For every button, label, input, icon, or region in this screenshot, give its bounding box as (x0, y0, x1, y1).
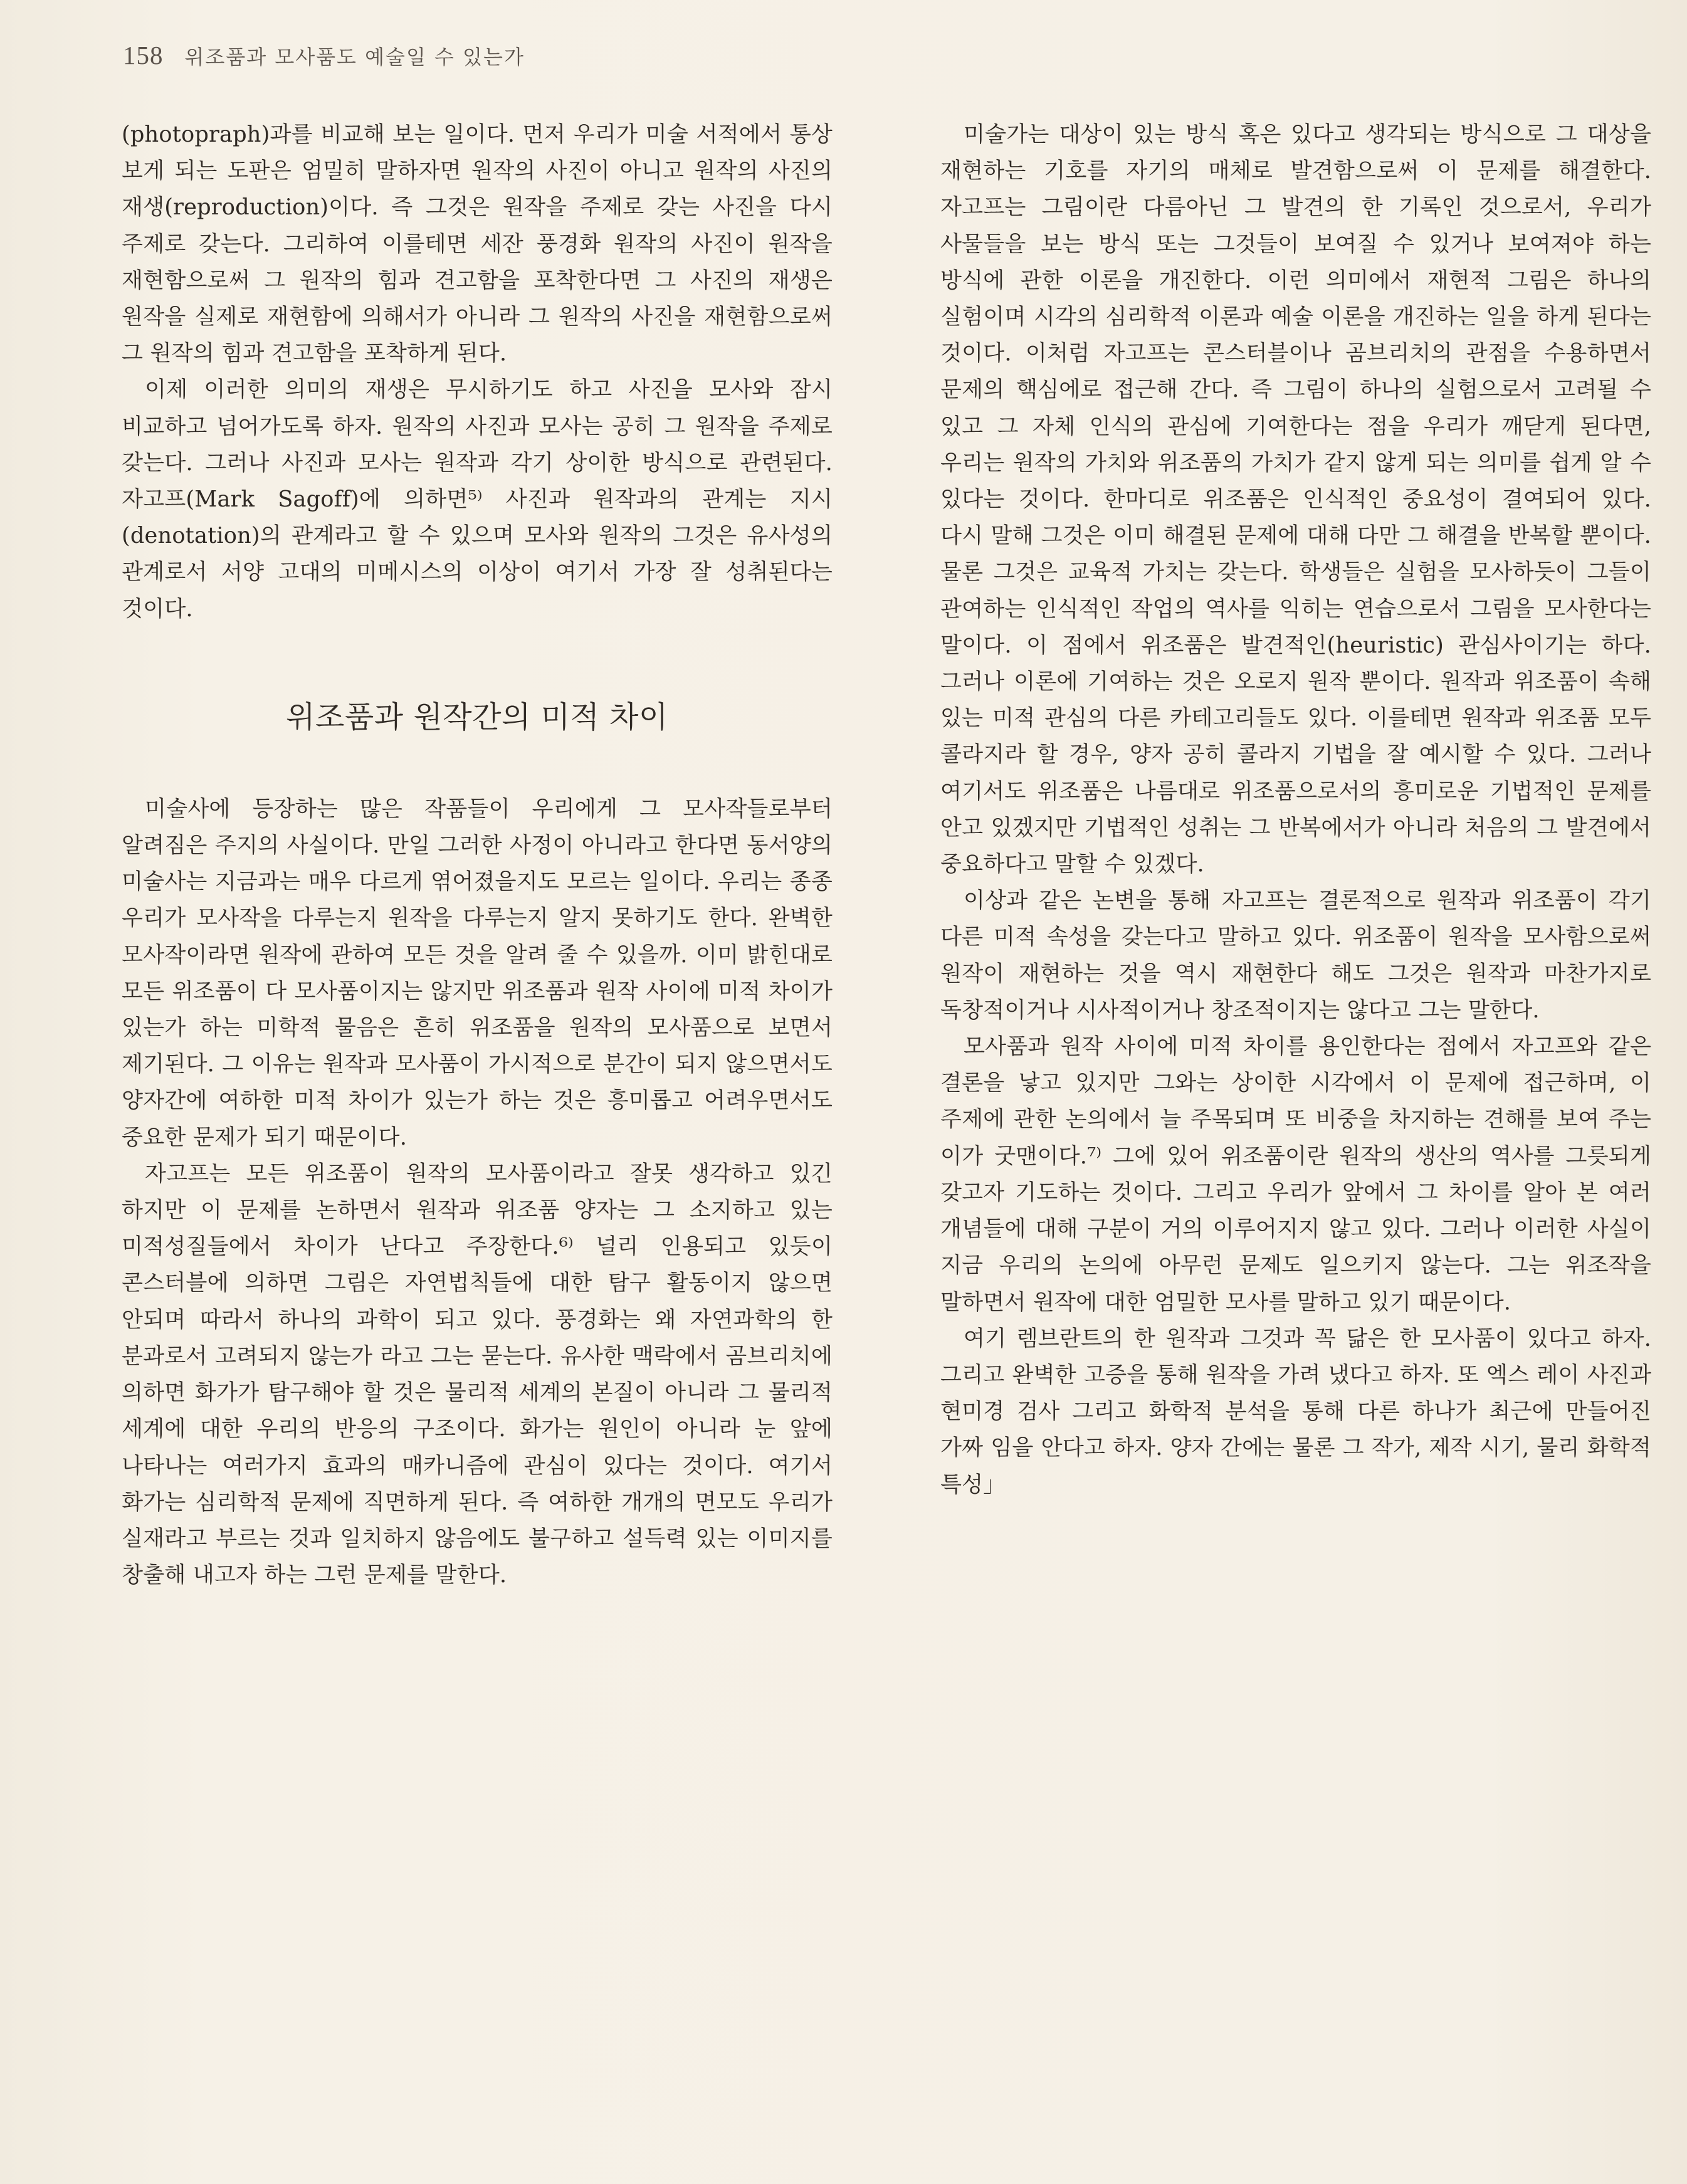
paragraph: 이상과 같은 논변을 통해 자고프는 결론적으로 원작과 위조품이 각기 다른 미적 속성을 갖는다고 말하고 있다. 위조품이 원작을 모사함으로써 원작이 재현하는 것을 역시 재현한다 해도 그것은 원작과 마찬가지로 독창적이거나 시사적이거나 창조적이지는 않다고 그는 말한다. (940, 888, 1651, 1023)
paragraph: (photopraph)과를 비교해 보는 일이다. 먼저 우리가 미술 서적에서 통상 보게 되는 도판은 엄밀히 말하자면 원작의 사진이 아니고 원작의 사진의 재생(reproduction)이다. 즉 그것은 원작을 주제로 갖는 사진을 다시 주제로 갖는다. 그리하여 이를테면 세잔 풍경화 원작의 사진이 원작을 재현함으로써 그 원작의 힘과 견고함을 포착한다면 그 사진의 재생은 원작을 실제로 재현함에 의해서가 아니라 그 원작의 사진을 재현함으로써 그 원작의 힘과 견고함을 포착하게 된다. (122, 122, 833, 367)
paragraph: 이제 이러한 의미의 재생은 무시하기도 하고 사진을 모사와 잠시 비교하고 넘어가도록 하자. 원작의 사진과 모사는 공히 그 원작을 주제로 갖는다. 그러나 사진과 모사는 원작과 각기 상이한 방식으로 관련된다. 자고프(Mark Sagoff)에 의하면⁵⁾ 사진과 원작과의 관계는 지시(denotation)의 관계라고 할 수 있으며 모사와 원작의 그것은 유사성의 관계로서 서양 고대의 미메시스의 이상이 여기서 가장 잘 성취된다는 것이다. (122, 377, 833, 622)
left-column (122, 117, 833, 1593)
page-number: 158 (123, 41, 164, 70)
running-title: 위조품과 모사품도 예술일 수 있는가 (184, 45, 525, 69)
paragraph: 자고프는 모든 위조품이 원작의 모사품이라고 잘못 생각하고 있긴 하지만 이 문제를 논하면서 원작과 위조품 양자는 그 소지하고 있는 미적성질들에서 차이가 난다고 주장한다.⁶⁾ 널리 인용되고 있듯이 콘스터블에 의하면 그림은 자연법칙들에 대한 탐구 활동이지 않으면 안되며 따라서 하나의 과학이 되고 있다. 풍경화는 왜 자연과학의 한 분과로서 고려되지 않는가 라고 그는 묻는다. 유사한 맥락에서 곰브리치에 의하면 화가가 탐구해야 할 것은 물리적 세계의 본질이 아니라 그 물리적 세계에 대한 우리의 반응의 구조이다. 화가는 원인이 아니라 눈 앞에 나타나는 여러가지 효과의 매카니즘에 관심이 있다는 것이다. 여기서 화가는 심리학적 문제에 직면하게 된다. 즉 여하한 개개의 면모도 우리가 실재라고 부르는 것과 일치하지 않음에도 불구하고 설득력 있는 이미지를 창출해 내고자 하는 그런 문제를 말한다. (122, 1160, 833, 1588)
paragraph: 미술가는 대상이 있는 방식 혹은 있다고 생각되는 방식으로 그 대상을 재현하는 기호를 자기의 매체로 발견함으로써 이 문제를 해결한다. 자고프는 그림이란 다름아닌 그 발견의 한 기록인 것으로서, 우리가 사물들을 보는 방식 또는 그것들이 보여질 수 있거나 보여져야 하는 방식에 관한 이론을 개진한다. 이런 의미에서 재현적 그림은 하나의 실험이며 시각의 심리학적 이론과 예술 이론을 개진하는 일을 하게 된다는 것이다. 이처럼 자고프는 콘스터블이나 곰브리치의 관점을 수용하면서 문제의 핵심에로 접근해 간다. 즉 그림이 하나의 실험으로서 고려될 수 있고 그 자체 인식의 관심에 기여한다는 점을 우리가 깨닫게 된다면, 우리는 원작의 가치와 위조품의 가치가 같지 않게 되는 의미를 쉽게 알 수 있다는 것이다. 한마디로 위조품은 인식적인 중요성이 결여되어 있다. 다시 말해 그것은 이미 해결된 문제에 대해 다만 그 해결을 반복할 뿐이다. 물론 그것은 교육적 가치는 갖는다. 학생들은 실험을 모사하듯이 그들이 관여하는 인식적인 작업의 역사를 익히는 연습으로서 그림을 모사한다는 말이다. 이 점에서 위조품은 발견적인(heuristic) 관심사이기는 하다. 그러나 이론에 기여하는 것은 오로지 원작 뿐이다. 원작과 위조품이 속해 있는 미적 관심의 다른 카테고리들도 있다. 이를테면 원작과 위조품 모두 콜라지라 할 경우, 양자 공히 콜라지 기법을 잘 예시할 수 있다. 그러나 여기서도 위조품은 나름대로 위조품으로서의 흥미로운 기법적인 문제를 안고 있겠지만 기법적인 성취는 그 반복에서가 아니라 처음의 그 발견에서 중요하다고 말할 수 있겠다. (940, 122, 1651, 878)
right-column (940, 117, 1651, 1503)
page-header (123, 40, 525, 78)
paragraph: 미술사에 등장하는 많은 작품들이 우리에게 그 모사작들로부터 알려짐은 주지의 사실이다. 만일 그러한 사정이 아니라고 한다면 동서양의 미술사는 지금과는 매우 다르게 엮어졌을지도 모르는 일이다. 우리는 종종 우리가 모사작을 다루는지 원작을 다루는지 알지 못하기도 한다. 완벽한 모사작이라면 원작에 관하여 모든 것을 알려 줄 수 있을까. 이미 밝힌대로 모든 위조품이 다 모사품이지는 않지만 위조품과 원작 사이에 미적 차이가 있는가 하는 미학적 물음은 흔히 위조품을 원작의 모사품으로 보면서 제기된다. 그 이유는 원작과 모사품이 가시적으로 분간이 되지 않으면서도 양자간에 여하한 미적 차이가 있는가 하는 것은 흥미롭고 어려우면서도 중요한 문제가 되기 때문이다. (122, 795, 833, 1150)
paragraph: 여기 렘브란트의 한 원작과 그것과 꼭 닮은 한 모사품이 있다고 하자. 그리고 완벽한 고증을 통해 원작을 가려 냈다고 하자. 또 엑스 레이 사진과 현미경 검사 그리고 화학적 분석을 통해 다른 하나가 최근에 만들어진 가짜 임을 안다고 하자. 양자 간에는 물론 그 작가, 제작 시기, 물리 화학적 특성」 (940, 1325, 1651, 1498)
section-heading: 위조품과 원작간의 미적 차이 (286, 699, 668, 735)
paragraph: 모사품과 원작 사이에 미적 차이를 용인한다는 점에서 자고프와 같은 결론을 낳고 있지만 그와는 상이한 시각에서 이 문제에 접근하며, 이 주제에 관한 논의에서 늘 주목되며 또 비중을 차지하는 견해를 보여 주는 이가 굿맨이다.⁷⁾ 그에 있어 위조품이란 원작의 생산의 역사를 그릇되게 갖고자 기도하는 것이다. 그리고 우리가 앞에서 그 차이를 알아 본 여러 개념들에 대해 구분이 거의 이루어지지 않고 있다. 그러나 이러한 사실이 지금 우리의 논의에 아무런 문제도 일으키지 않는다. 그는 위조작을 말하면서 원작에 대한 엄밀한 모사를 말하고 있기 때문이다. (940, 1034, 1651, 1315)
